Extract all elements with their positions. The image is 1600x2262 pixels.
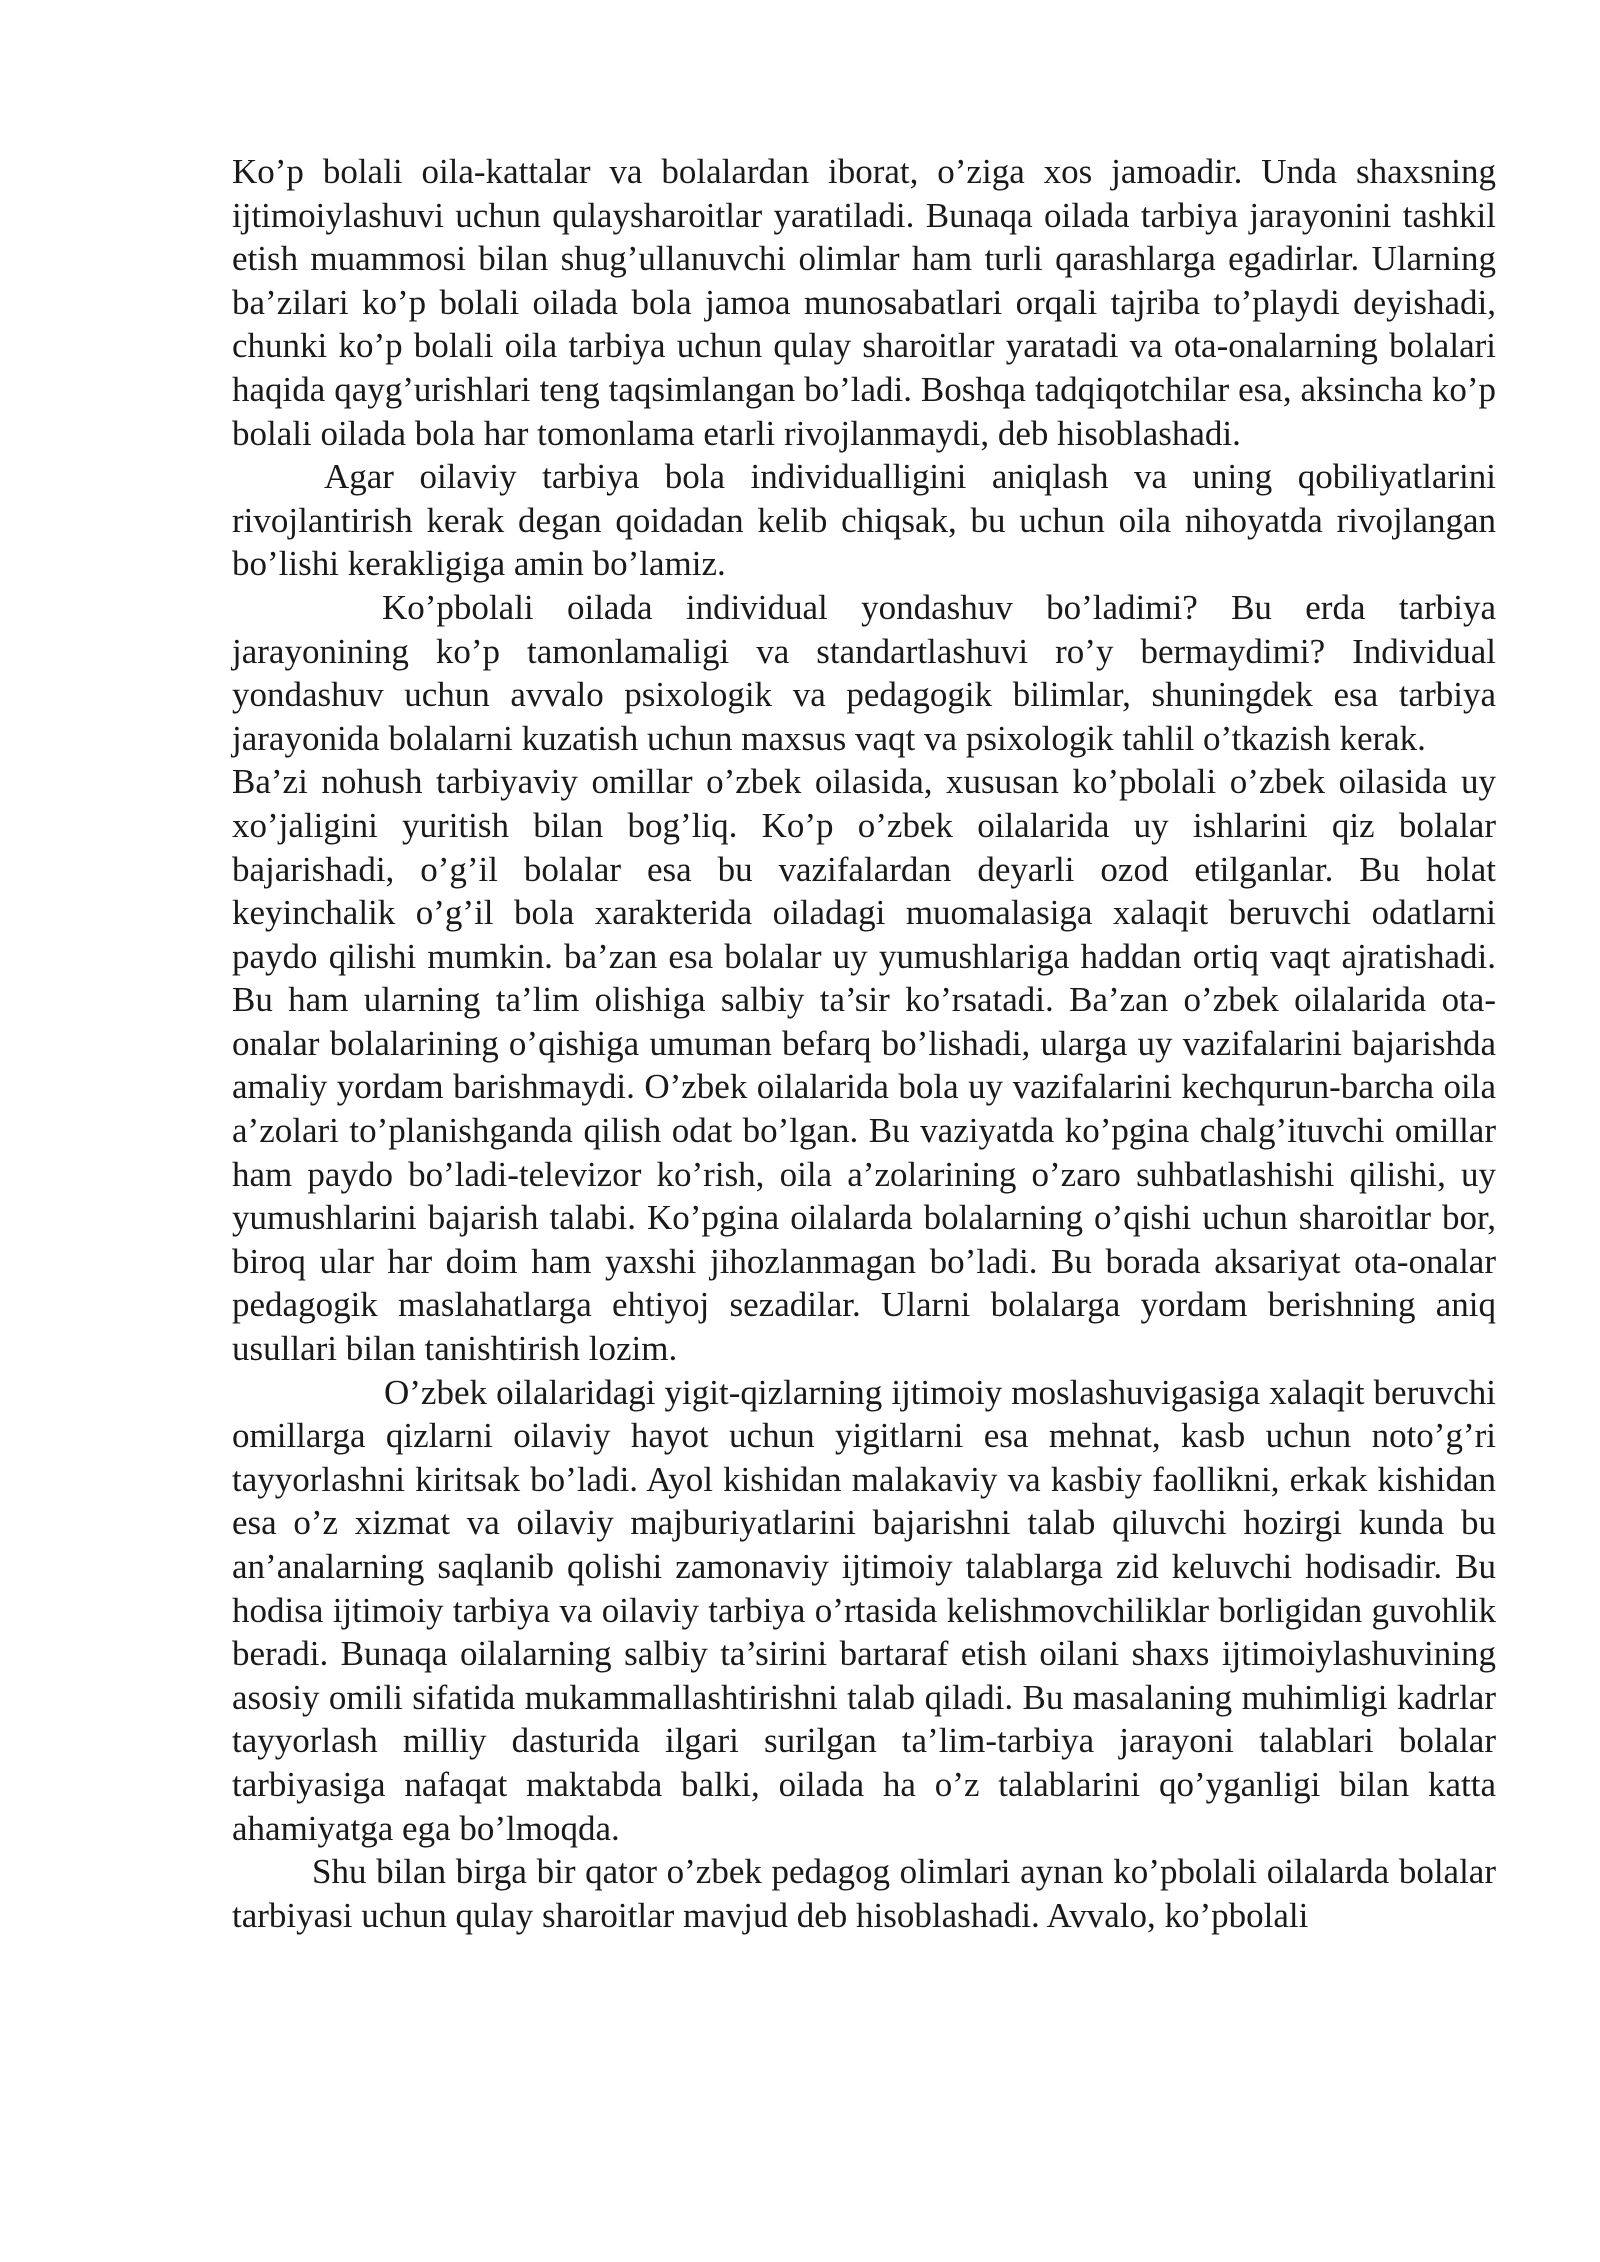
paragraph-5: O’zbek oilalaridagi yigit-qizlarning ijtimoiy moslashuvigasiga xalaqit beruvchi omillarga qizlarni oilaviy hayot uchun yigitlarni esa mehnat, kasb uchun noto’g’ri tayyorlashni kiritsak bo’ladi. Ayol kishidan malakaviy va kasbiy faollikni, erkak kishidan esa o’z xizmat va oilaviy majburiyatlarini bajarishni talab qiluvchi hozirgi kunda bu an’analarning saqlanib qolishi zamonaviy ijtimoiy talablarga zid keluvchi hodisadir. Bu hodisa ijtimoiy tarbiya va oilaviy tarbiya o’rtasida kelishmovchiliklar borligidan guvohlik beradi. Bunaqa oilalarning salbiy ta’sirini bartaraf etish oilani shaxs ijtimoiylashuvining asosiy omili sifatida mukammallashtirishni talab qiladi. Bu masalaning muhimligi kadrlar tayyorlash milliy dasturida ilgari surilgan ta’lim-tarbiya jarayoni talablari bolalar tarbiyasiga nafaqat maktabda balki, oilada ha o’z talablarini qo’yganligi bilan katta ahamiyatga ega bo’lmoqda. (232, 1372, 1496, 1848)
paragraph-4: Ba’zi nohush tarbiyaviy omillar o’zbek oilasida, xususan ko’pbolali o’zbek oilasida uy xo’jaligini yuritish bilan bog’liq. Ko’p o’zbek oilalarida uy ishlarini qiz bolalar bajarishadi, o’g’il bolalar esa bu vazifalardan deyarli ozod etilganlar. Bu holat keyinchalik o’g’il bola xarakterida oiladagi muomalasiga xalaqit beruvchi odatlarni paydo qilishi mumkin. ba’zan esa bolalar uy yumushlariga haddan ortiq vaqt ajratishadi. Bu ham ularning ta’lim olishiga salbiy ta’sir ko’rsatadi. Ba’zan o’zbek oilalarida ota-onalar bolalarining o’qishiga umuman befarq bo’lishadi, ularga uy vazifalarini bajarishda amaliy yordam barishmaydi. O’zbek oilalarida bola uy vazifalarini kechqurun-barcha oila a’zolari to’planishganda qilish odat bo’lgan. Bu vaziyatda ko’pgina chalg’ituvchi omillar ham paydo bo’ladi-televizor ko’rish, oila a’zolarining o’zaro suhbatlashishi qilishi, uy yumushlarini bajarish talabi. Ko’pgina oilalarda bolalarning o’qishi uchun sharoitlar bor, biroq ular har doim ham yaxshi jihozlanmagan bo’ladi. Bu borada aksariyat ota-onalar pedagogik maslahatlarga ehtiyoj sezadilar. Ularni bolalarga yordam berishning aniq usullari bilan tanishtirish lozim. (232, 762, 1496, 1369)
paragraph-3: Ko’pbolali oilada individual yondashuv bo’ladimi? Bu erda tarbiya jarayonining ko’p tamonlamaligi va standartlashuvi ro’y bermaydimi? Individual yondashuv uchun avvalo psixologik va pedagogik bilimlar, shuningdek esa tarbiya jarayonida bolalarni kuzatish uchun maxsus vaqt va psixologik tahlil o’tkazish kerak. (232, 587, 1496, 758)
paragraph-1: Ko’p bolali oila-kattalar va bolalardan iborat, o’ziga xos jamoadir. Unda shaxsning ijtimoiylashuvi uchun qulaysharoitlar yaratiladi. Bunaqa oilada tarbiya jarayonini tashkil etish muammosi bilan shug’ullanuvchi olimlar ham turli qarashlarga egadirlar. Ularning ba’zilari ko’p bolali oilada bola jamoa munosabatlari orqali tajriba to’playdi deyishadi, chunki ko’p bolali oila tarbiya uchun qulay sharoitlar yaratadi va ota-onalarning bolalari haqida qayg’urishlari teng taqsimlangan bo’ladi. Boshqa tadqiqotchilar esa, aksincha ko’p bolali oilada bola har tomonlama etarli rivojlanmaydi, deb hisoblashadi. (232, 152, 1496, 453)
document-page (232, 150, 1496, 1937)
paragraph-6: Shu bilan birga bir qator o’zbek pedagog olimlari aynan ko’pbolali oilalarda bolalar tarbiyasi uchun qulay sharoitlar mavjud deb hisoblashadi. Avvalo, ko’pbolali (232, 1852, 1496, 1935)
paragraph-2: Agar oilaviy tarbiya bola individualligini aniqlash va uning qobiliyatlarini rivojlantirish kerak degan qoidadan kelib chiqsak, bu uchun oila nihoyatda rivojlangan bo’lishi kerakligiga amin bo’lamiz. (232, 457, 1496, 584)
